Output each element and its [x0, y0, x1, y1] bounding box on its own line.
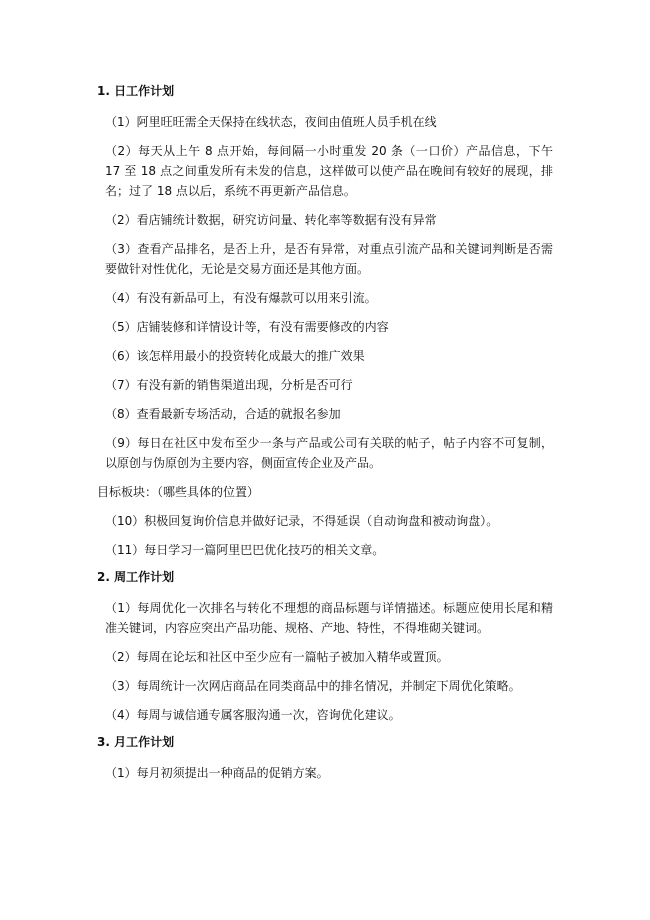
- list-item: （11）每日学习一篇阿里巴巴优化技巧的相关文章。: [105, 543, 385, 557]
- target-block-label: 目标板块：（哪些具体的位置）: [97, 485, 260, 499]
- list-item: （5）店铺装修和详情设计等，有没有需要修改的内容: [105, 320, 389, 334]
- list-item: （1）每周优化一次排名与转化不理想的商品标题与详情描述。标题应使用长尾和精准关键词，内容应突出产品功能、规格、产地、特性，不得堆砌关键词。: [105, 601, 553, 635]
- list-item: （10）积极回复询价信息并做好记录，不得延误（自动询盘和被动询盘）。: [105, 514, 499, 528]
- list-item: （6）该怎样用最小的投资转化成最大的推广效果: [105, 349, 365, 363]
- list-item: （2）每天从上午 8 点开始，每间隔一小时重发 20 条（一口价）产品信息，下午 17 至 18 点之间重发所有未发的信息，这样做可以使产品在晚间有较好的展现，排名；过了 18 点以后，系统不再更新产品信息。: [105, 144, 553, 198]
- list-item: （8）查看最新专场活动，合适的就报名参加: [105, 407, 341, 421]
- list-item: （7）有没有新的销售渠道出现，分析是否可行: [105, 378, 353, 392]
- list-item: （3）每周统计一次网店商品在同类商品中的排名情况，并制定下周优化策略。: [105, 679, 521, 693]
- list-item: （1）阿里旺旺需全天保持在线状态，夜间由值班人员手机在线: [105, 115, 437, 129]
- section-heading: 3. 月工作计划: [97, 735, 175, 749]
- list-item: （4）有没有新品可上，有没有爆款可以用来引流。: [105, 291, 377, 305]
- list-item: （9）每日在社区中发布至少一条与产品或公司有关联的帖子，帖子内容不可复制，以原创与伪原创为主要内容，侧面宣传企业及产品。: [105, 436, 553, 470]
- section-heading: 2. 周工作计划: [97, 570, 175, 584]
- section-weekly-plan: [97, 569, 553, 725]
- section-heading: 1. 日工作计划: [97, 84, 175, 98]
- list-item: （4）每周与诚信通专属客服沟通一次，咨询优化建议。: [105, 708, 401, 722]
- section-monthly-plan: [97, 734, 553, 783]
- list-item: （1）每月初须提出一种商品的促销方案。: [105, 766, 329, 780]
- list-item: （2）每周在论坛和社区中至少应有一篇帖子被加入精华或置顶。: [105, 650, 449, 664]
- section-daily-plan: [97, 83, 553, 560]
- list-item: （2）看店铺统计数据，研究访问量、转化率等数据有没有异常: [105, 213, 437, 227]
- list-item: （3）查看产品排名，是否上升，是否有异常，对重点引流产品和关键词判断是否需要做针对性优化，无论是交易方面还是其他方面。: [105, 242, 553, 276]
